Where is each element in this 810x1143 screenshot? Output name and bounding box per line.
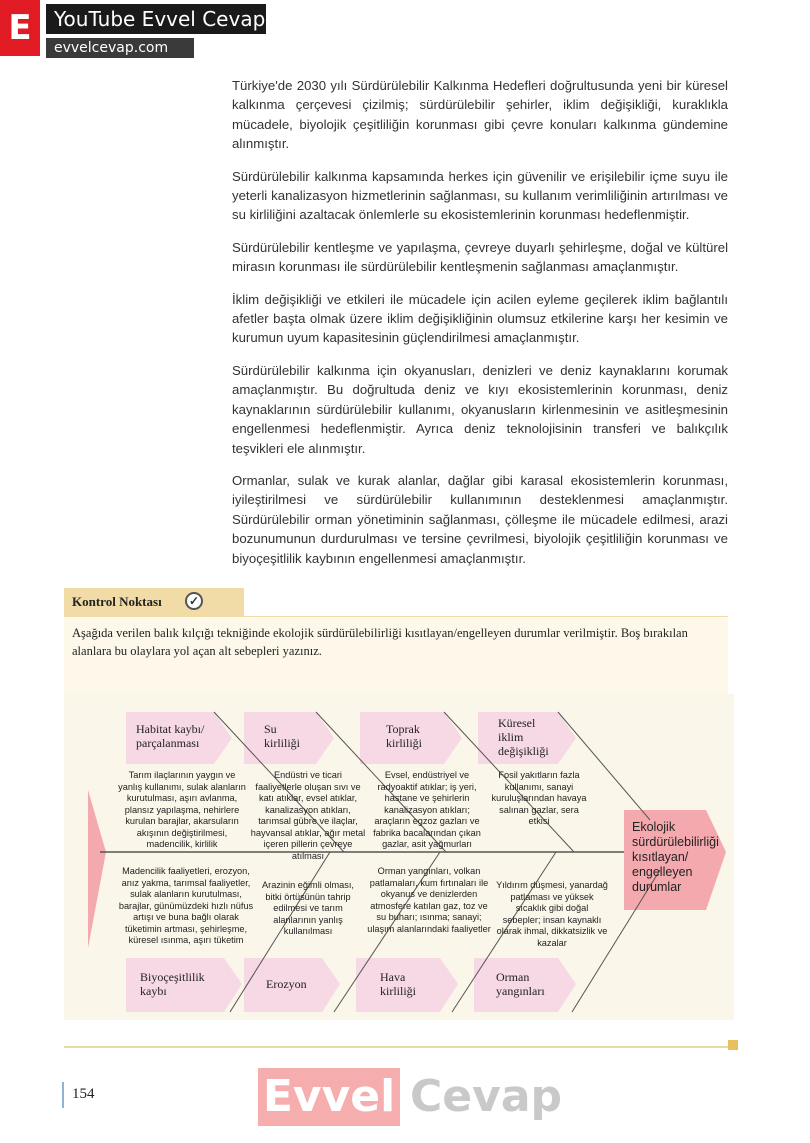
cause-text: Arazinin eğimli olması, bitki örtüsünün tahrip edilmesi ve tarım alanlarının yanlış kullanılması	[262, 880, 354, 936]
fish-head-label: Ekolojik sürdürülebilirliği kısıtlayan/ engelleyen durumlar	[632, 820, 719, 894]
category-label: Küresel iklim değişikliği	[498, 716, 549, 758]
watermark-evvel: Evvel	[258, 1068, 400, 1126]
cause-text: Madencilik faaliyetleri, erozyon, anız yakma, tarımsal faaliyetler, sulak alanların kurutulması, barajlar, günümüzdeki hızlı nüfus artışı ve buna bağlı olarak tüketimin artması, şehirleşme, küresel ısınma, aşırı tüketim	[118, 866, 254, 945]
cause-text: Endüstri ve ticari faaliyetlerle oluşan sıvı ve katı atıklar, evsel atıklar, kanalizasyon atıkları, tarımsal gübre ve ilaçlar, hayvansal atıklar, ağır metal içeren pillerin çevreye atılması	[250, 770, 366, 861]
check-icon: ✓	[185, 592, 203, 610]
page-number-bar	[62, 1082, 64, 1108]
cause-text: Yıldırım düşmesi, yanardağ patlaması ve yüksek sıcaklık gibi doğal sebepler; insan kaynaklı olarak ihmal, dikkatsizlik ve kazalar	[496, 880, 608, 948]
cause-text: Fosil yakıtların fazla kullanımı, sanayi kuruluşlarından havaya salınan gazlar, sera etkisi	[491, 770, 587, 826]
category-label: Habitat kaybı/ parçalanması	[136, 722, 205, 750]
watermark-cevap: Cevap	[410, 1071, 563, 1122]
category-label: Hava kirliliği	[380, 970, 416, 998]
paragraph: İklim değişikliği ve etkileri ile mücadele için acilen eyleme geçilerek iklim bağlantılı afetler başta olmak üzere iklim değişikliğinin olumsuz etkilerine karşı her kesimin ve kurumun uyum kapasitesinin güçlendirilmesi amaçlanmıştır.	[232, 291, 728, 346]
bottom-square	[728, 1040, 738, 1050]
paragraph: Sürdürülebilir kalkınma kapsamında herkes için güvenilir ve erişilebilir içme suyu ile yeterli kanalizasyon hizmetlerinin sağlanması, su kullanım verimliliğinin artırılması ve su kirliliğini azaltacak önlemlerle su ekosistemlerinin korunması hedeflenmiştir.	[232, 168, 728, 223]
paragraph: Sürdürülebilir kentleşme ve yapılaşma, çevreye duyarlı şehirleşme, doğal ve kültürel mirasın korunması ile sürdürülebilir kentleşmenin sağlanması amaçlanmıştır.	[232, 239, 728, 275]
paragraph: Sürdürülebilir kalkınma için okyanusları, denizleri ve deniz kaynaklarını korumak amaçlanmıştır. Bu doğrultuda deniz ve kıyı ekosistemlerinin korunması, deniz kaynaklarının sürdürülebilir kullanımı, okyanusların kirlenmesinin ve asitleşmesinin engellenmesi hedeflenmiştir. Ayrıca deniz teknolojisinin transferi ve balıkçılık teşvikleri ele alınmıştır.	[232, 362, 728, 456]
kontrol-instruction: Aşağıda verilen balık kılçığı tekniğinde ekolojik sürdürülebilirliği kısıtlayan/engelleyen durumlar verilmiştir. Boş bırakılan alanlara bu olaylara yol açan alt sebepleri yazınız.	[72, 626, 688, 658]
brand-letter: E	[0, 0, 40, 56]
category-label: Biyoçeşitlilik kaybı	[140, 970, 205, 998]
paragraph: Ormanlar, sulak ve kurak alanlar, dağlar gibi karasal ekosistemlerin korunması, iyileştirilmesi ve sürdürülebilir kullanımının desteklenmesi amaçlanmıştır. Sürdürülebilir orman yönetiminin sağlanması, çölleşme ile mücadele edilmesi, arazi bozunumunun durdurulması ve tersine çevrilmesi, biyolojik çeşitliliğin korunması ve biyoçeşitlilik kaybının engellenmesi amaçlanmıştır.	[232, 472, 728, 566]
page-number: 154	[72, 1086, 95, 1102]
paragraph: Türkiye'de 2030 yılı Sürdürülebilir Kalkınma Hedefleri doğrultusunda yeni bir küresel kalkınma çerçevesi çizilmiş; sürdürülebilir şehirler, iklim değişikliği, kuraklıkla mücadele, biyolojik çeşitliliğin korunması gibi çevre konuları kalkınma gündemine alınmıştır.	[232, 78, 728, 152]
fish-tail	[88, 790, 106, 948]
brand-url[interactable]: evvelcevap.com	[46, 38, 194, 58]
brand-title[interactable]: YouTube Evvel Cevap	[46, 4, 266, 34]
kontrol-title: Kontrol Noktası	[72, 594, 162, 609]
cause-text: Orman yangınları, volkan patlamaları, kum fırtınaları ile okyanus ve denizlerden atmosfere katılan gaz, toz ve su buharı; ısınma; sanayi; ulaşım alanlarındaki faaliyetler	[367, 866, 491, 934]
category-label: Orman yangınları	[496, 970, 545, 998]
category-label: Su kirliliği	[264, 722, 300, 750]
category-label: Erozyon	[266, 977, 307, 991]
cause-text: Tarım ilaçlarının yaygın ve yanlış kullanımı, sulak alanların kurutulması, aşırı avlanma, plansız yapılaşma, nehirlere kurulan barajlar, akarsuların akışının değiştirilmesi, madencilik, kirlilik	[118, 770, 246, 849]
bottom-rule	[64, 1046, 728, 1048]
category-label: Toprak kirliliği	[386, 722, 422, 750]
cause-text: Evsel, endüstriyel ve radyoaktif atıklar; iş yeri, hastane ve şehirlerin kanalizasyon atıkları; araçların egzoz gazları ve fabrika bacalarından çıkan gazlar, asit yağmurları	[373, 770, 481, 849]
